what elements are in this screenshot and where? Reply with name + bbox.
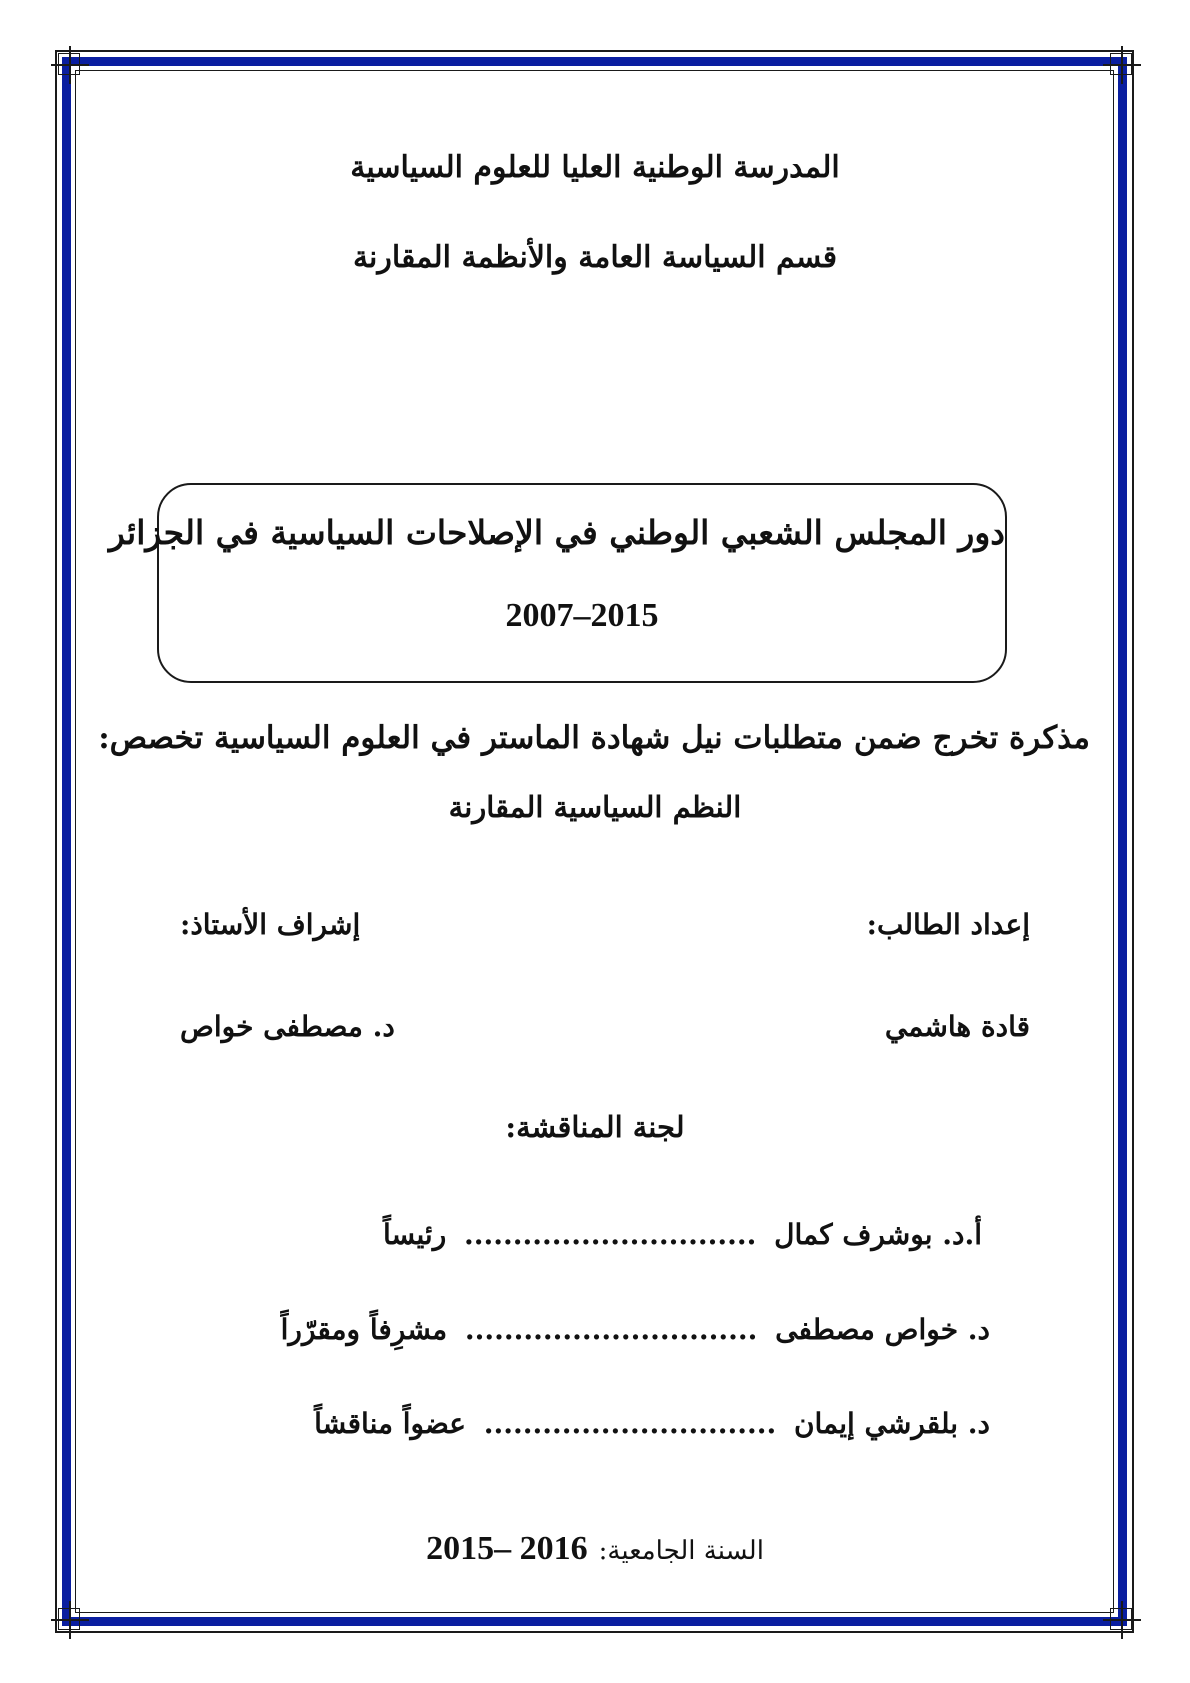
department-name: قسم السياسة العامة والأنظمة المقارنة — [352, 240, 838, 275]
member-role: مشرِفاً ومقرّراً — [280, 1313, 448, 1346]
member-name: د. خواص مصطفى — [775, 1313, 990, 1346]
corner-ornament-icon — [1110, 1608, 1132, 1630]
corner-ornament-icon — [58, 53, 80, 75]
member-role: رئيساً — [382, 1218, 447, 1251]
thesis-period: 2007–2015 — [505, 597, 659, 634]
thesis-title: دور المجلس الشعبي الوطني في الإصلاحات السياسية في الجزائر — [108, 513, 1005, 552]
member-dots: .............................. — [483, 1407, 777, 1440]
supervisor-name: د. مصطفى خواص — [180, 1010, 395, 1043]
member-role: عضواً مناقشاً — [314, 1407, 466, 1440]
academic-year-label: السنة الجامعية: — [598, 1536, 764, 1566]
student-name: قادة هاشمي — [884, 1010, 1030, 1043]
academic-year-value: 2015– 2016 — [426, 1530, 588, 1567]
committee-member — [314, 1407, 990, 1440]
member-name: أ.د. بوشرف كمال — [774, 1218, 982, 1251]
thesis-specialization: النظم السياسية المقارنة — [448, 790, 742, 824]
member-dots: .............................. — [463, 1218, 757, 1251]
prepared-by-label: إعداد الطالب: — [866, 908, 1030, 941]
member-dots: .............................. — [464, 1313, 758, 1346]
thesis-description: مذكرة تخرج ضمن متطلبات نيل شهادة الماستر في العلوم السياسية تخصص: — [98, 720, 1090, 756]
corner-ornament-icon — [58, 1608, 80, 1630]
page-border-inner — [75, 70, 1114, 1613]
thesis-title-box — [108, 483, 1007, 683]
corner-ornament-icon — [1110, 53, 1132, 75]
committee-title: لجنة المناقشة: — [505, 1110, 685, 1144]
supervisor-label: إشراف الأستاذ: — [180, 908, 361, 941]
school-name: المدرسة الوطنية العليا للعلوم السياسية — [350, 150, 840, 185]
academic-year — [100, 1530, 1090, 1568]
committee-member — [383, 1218, 982, 1251]
member-name: د. بلقرشي إيمان — [793, 1407, 990, 1440]
committee-member — [281, 1313, 990, 1346]
